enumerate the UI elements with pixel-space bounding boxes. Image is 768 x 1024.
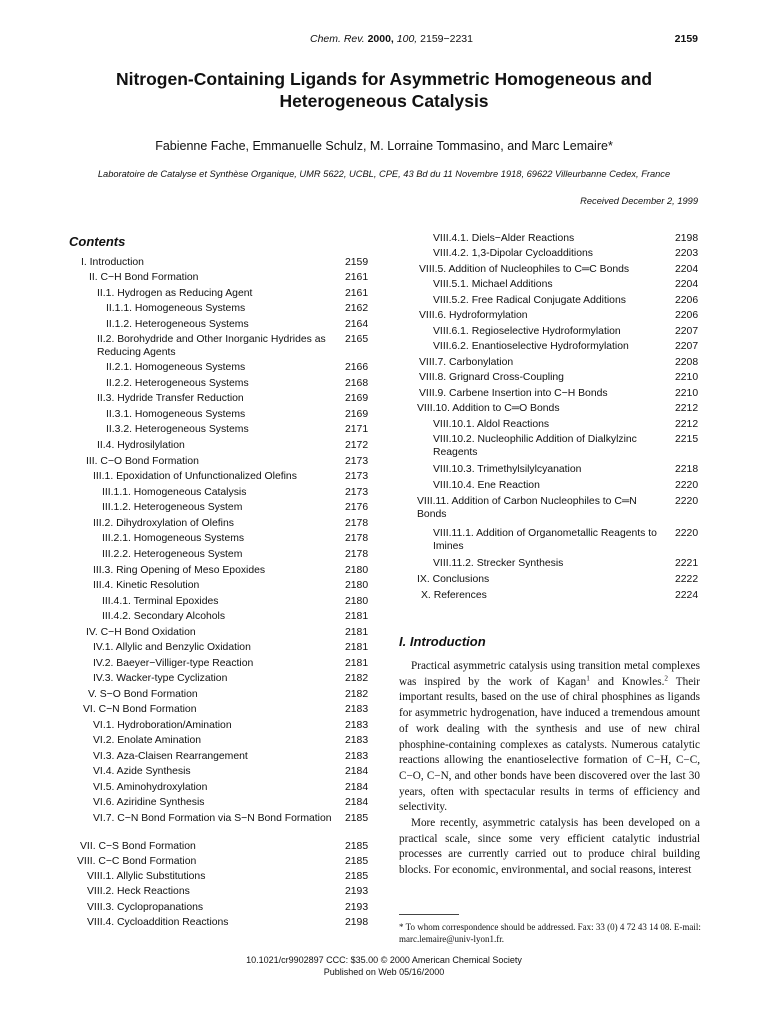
toc-entry-title: VI.6. Aziridine Synthesis (93, 797, 205, 808)
toc-entry-title: IV.1. Allylic and Benzylic Oxidation (93, 642, 251, 653)
toc-entry-page: 2182 (345, 689, 369, 700)
toc-entry-page: 2198 (345, 917, 369, 928)
toc-entry-title: III.3. Ring Opening of Meso Epoxides (93, 565, 266, 576)
doi-copyright: 10.1021/cr9902897 CCC: $35.00 © 2000 American Chemical Society (246, 955, 522, 965)
toc-entry-page: 2212 (675, 403, 699, 414)
toc-entry-title: VIII.4. Cycloaddition Reactions (87, 917, 229, 928)
toc-entry-title: II. C−H Bond Formation (89, 272, 199, 283)
toc-entry-page: 2183 (345, 720, 369, 731)
toc-entry-title: VIII.8. Grignard Cross-Coupling (419, 372, 564, 383)
paragraph-1-part-c: Their important results, based on the use of chiral phosphines as ligands for asymmetric hydrogenation, have induced a tremendous amount of work dealing with the synthesis and use of new chiral phosphine-containing complexes as catalysts. Numerous catalytic reactions allowing the enantioselective formation of C−H, C−C, C−O, C−N, and other bonds have been discovered over the last 30 years, often with spectacular results in terms of efficiency and selectivity. (399, 675, 700, 814)
toc-entry-title: II.3.1. Homogeneous Systems (106, 409, 246, 420)
toc-entry-title: VIII.6.1. Regioselective Hydroformylation (433, 326, 621, 337)
toc-entry-page: 2172 (345, 440, 369, 451)
toc-entry-title: III.4. Kinetic Resolution (93, 580, 200, 591)
toc-entry-page: 2181 (345, 627, 369, 638)
toc-entry-title: VIII.10. Addition to C═O Bonds (417, 403, 560, 414)
toc-entry-page: 2185 (345, 856, 369, 867)
toc-entry-page: 2166 (345, 362, 369, 373)
toc-entry-page: 2184 (345, 797, 369, 808)
toc-entry-page: 2210 (675, 388, 699, 399)
toc-entry-page: 2198 (675, 233, 699, 244)
toc-entry-page: 2173 (345, 471, 369, 482)
toc-entry-page: 2173 (345, 487, 369, 498)
toc-entry-title: III.4.1. Terminal Epoxides (102, 596, 219, 607)
toc-entry-title: III.1.2. Heterogeneous System (102, 502, 243, 513)
toc-entry-page: 2181 (345, 658, 369, 669)
paragraph-1 (399, 659, 700, 816)
toc-entry-page: 2159 (345, 257, 369, 268)
toc-entry-page: 2207 (675, 341, 699, 352)
toc-entry-page: 2180 (345, 580, 369, 591)
toc-entry-title: VIII.7. Carbonylation (419, 357, 514, 368)
page-number: 2159 (674, 33, 698, 45)
toc-entry-page: 2204 (675, 264, 699, 275)
toc-entry-title: VIII.2. Heck Reactions (87, 886, 190, 897)
toc-entry-title: VIII.5.1. Michael Additions (433, 279, 553, 290)
toc-entry-title: VIII.4.1. Diels−Alder Reactions (433, 233, 575, 244)
toc-entry-page: 2178 (345, 518, 369, 529)
toc-entry-title: VI.7. C−N Bond Formation via S−N Bond Formation (93, 813, 332, 824)
toc-entry-title: VIII.5. Addition of Nucleophiles to C═C Bonds (419, 264, 630, 275)
section-heading: I. Introduction (399, 634, 486, 649)
toc-entry-page: 2180 (345, 596, 369, 607)
toc-entry-title: VIII.10.3. Trimethylsilylcyanation (433, 464, 582, 475)
toc-entry-title: V. S−O Bond Formation (88, 689, 198, 700)
toc-entry-title: VI.1. Hydroboration/Amination (93, 720, 232, 731)
toc-entry-page: 2220 (675, 496, 699, 507)
paragraph-1-part-a: Practical asymmetric catalysis using transition metal complexes was inspired by the work of Kagan (399, 660, 700, 688)
toc-entry-title: III.4.2. Secondary Alcohols (102, 611, 226, 622)
toc-entry-page: 2207 (675, 326, 699, 337)
toc-entry-title: III.2. Dihydroxylation of Olefins (93, 518, 234, 529)
toc-entry-title: IV. C−H Bond Oxidation (86, 627, 196, 638)
toc-entry-title: II.3.2. Heterogeneous Systems (106, 424, 249, 435)
introduction-text (399, 659, 700, 879)
toc-entry-title: III.1. Epoxidation of Unfunctionalized Olefins (93, 471, 297, 482)
toc-entry-page: 2204 (675, 279, 699, 290)
toc-entry-page: 2184 (345, 782, 369, 793)
toc-entry-page: 2184 (345, 766, 369, 777)
article-title (80, 68, 688, 112)
toc-entry-title: VIII.11.2. Strecker Synthesis (433, 558, 564, 569)
toc-entry-title: VIII.3. Cyclopropanations (87, 902, 204, 913)
toc-entry-page: 2206 (675, 310, 699, 321)
toc-entry-page: 2185 (345, 841, 369, 852)
toc-entry-title: II.2.2. Heterogeneous Systems (106, 378, 249, 389)
correspondence-footnote: * To whom correspondence should be addressed. Fax: 33 (0) 4 72 43 14 08. E-mail: marc.lemaire@univ-lyon1.fr. (399, 922, 701, 944)
running-head (0, 33, 768, 49)
journal-name: Chem. Rev. (310, 33, 365, 45)
toc-entry-page: 2178 (345, 533, 369, 544)
toc-entry-page: 2183 (345, 704, 369, 715)
toc-entry-title: VIII.5.2. Free Radical Conjugate Additions (433, 295, 626, 306)
toc-entry-page: 2173 (345, 456, 369, 467)
toc-entry-title: III.1.1. Homogeneous Catalysis (102, 487, 247, 498)
toc-entry-title: IV.2. Baeyer−Villiger-type Reaction (93, 658, 254, 669)
toc-entry-title: IV.3. Wacker-type Cyclization (93, 673, 228, 684)
journal-volume: 100, (396, 33, 418, 45)
toc-entry-page: 2193 (345, 902, 369, 913)
journal-year: 2000, (367, 33, 394, 45)
toc-entry-title: VIII.10.1. Aldol Reactions (433, 419, 550, 430)
toc-entry-title: VI.3. Aza-Claisen Rearrangement (93, 751, 248, 762)
toc-entry-page: 2168 (345, 378, 369, 389)
toc-entry-page: 2169 (345, 409, 369, 420)
toc-entry-page: 2185 (345, 813, 369, 824)
toc-entry-title: II.1. Hydrogen as Reducing Agent (97, 288, 253, 299)
toc-entry-title: II.1.1. Homogeneous Systems (106, 303, 246, 314)
toc-entry-page: 2171 (345, 424, 369, 435)
page-footer (0, 955, 768, 978)
toc-entry-title: VIII.10.2. Nucleophilic Addition of Dialkylzinc Reagents (433, 434, 637, 458)
toc-entry-page: 2162 (345, 303, 369, 314)
affiliation: Laboratoire de Catalyse et Synthèse Organique, UMR 5622, UCBL, CPE, 43 Bd du 11 Novembre 1918, 69622 Villeurbanne Cedex, France (97, 169, 671, 179)
journal-citation (310, 33, 473, 45)
toc-entry-page: 2203 (675, 248, 699, 259)
paragraph-1-part-b: and Knowles. (589, 675, 665, 688)
journal-pages: 2159−2231 (420, 33, 473, 45)
received-date: Received December 2, 1999 (580, 196, 698, 206)
toc-entry-title: IX. Conclusions (417, 574, 490, 585)
toc-entry-page: 2220 (675, 480, 699, 491)
toc-entry-title: III. C−O Bond Formation (86, 456, 199, 467)
toc-entry-title: VIII.4.2. 1,3-Dipolar Cycloadditions (433, 248, 593, 259)
toc-entry-page: 2210 (675, 372, 699, 383)
toc-entry-title: VIII.11. Addition of Carbon Nucleophiles to C═N Bonds (417, 496, 637, 520)
toc-entry-page: 2215 (675, 434, 699, 445)
title-line-2: Heterogeneous Catalysis (279, 91, 489, 111)
toc-entry-page: 2206 (675, 295, 699, 306)
toc-entry-page: 2183 (345, 751, 369, 762)
toc-entry-title: VI.2. Enolate Amination (93, 735, 202, 746)
toc-entry-title: II.2. Borohydride and Other Inorganic Hydrides as Reducing Agents (97, 334, 326, 358)
toc-entry-title: III.2.1. Homogeneous Systems (102, 533, 245, 544)
footnote-rule (399, 914, 459, 915)
toc-entry-page: 2193 (345, 886, 369, 897)
toc-entry-title: VI.4. Azide Synthesis (93, 766, 191, 777)
toc-entry-page: 2165 (345, 334, 369, 345)
toc-entry-title: X. References (421, 590, 487, 601)
toc-entry-page: 2161 (345, 288, 369, 299)
toc-entry-title: II.4. Hydrosilylation (97, 440, 185, 451)
toc-entry-title: VIII.6. Hydroformylation (419, 310, 528, 321)
toc-entry-title: VIII.11.1. Addition of Organometallic Reagents to Imines (433, 528, 657, 552)
toc-entry-page: 2180 (345, 565, 369, 576)
toc-entry-title: II.2.1. Homogeneous Systems (106, 362, 246, 373)
toc-entry-page: 2208 (675, 357, 699, 368)
toc-entry-page: 2220 (675, 528, 699, 539)
toc-entry-page: 2212 (675, 419, 699, 430)
toc-entry-page: 2224 (675, 590, 699, 601)
toc-entry-title: II.1.2. Heterogeneous Systems (106, 319, 249, 330)
publication-date: Published on Web 05/16/2000 (323, 966, 445, 977)
toc-entry-title: VI. C−N Bond Formation (83, 704, 197, 715)
toc-entry-page: 2161 (345, 272, 369, 283)
toc-entry-title: VIII. C−C Bond Formation (77, 856, 197, 867)
toc-entry-page: 2169 (345, 393, 369, 404)
contents-heading: Contents (69, 234, 126, 249)
title-line-1: Nitrogen-Containing Ligands for Asymmetric Homogeneous and (115, 69, 653, 89)
toc-entry-title: III.2.2. Heterogeneous System (102, 549, 243, 560)
toc-entry-title: VIII.9. Carbene Insertion into C−H Bonds (419, 388, 608, 399)
toc-entry-title: I. Introduction (81, 257, 144, 268)
toc-entry-page: 2176 (345, 502, 369, 513)
paragraph-2: More recently, asymmetric catalysis has been developed on a practical scale, since some very efficient catalytic industrial processes are currently carried out to produce chiral building blocks. For economic, environmental, and social reasons, interest (399, 817, 700, 877)
toc-entry-page: 2181 (345, 642, 369, 653)
toc-entry-page: 2183 (345, 735, 369, 746)
toc-entry-page: 2185 (345, 871, 369, 882)
toc-entry-page: 2222 (675, 574, 699, 585)
toc-entry-title: VIII.1. Allylic Substitutions (87, 871, 206, 882)
author-list: Fabienne Fache, Emmanuelle Schulz, M. Lorraine Tommasino, and Marc Lemaire* (155, 139, 613, 153)
toc-entry-title: VII. C−S Bond Formation (80, 841, 196, 852)
toc-entry-title: VIII.10.4. Ene Reaction (433, 480, 540, 491)
toc-entry-page: 2221 (675, 558, 699, 569)
toc-entry-page: 2181 (345, 611, 369, 622)
toc-entry-title: II.3. Hydride Transfer Reduction (97, 393, 244, 404)
reference-1[interactable]: 1 (586, 673, 590, 682)
toc-entry-page: 2164 (345, 319, 369, 330)
toc-entry-page: 2182 (345, 673, 369, 684)
toc-entry-title: VI.5. Aminohydroxylation (93, 782, 208, 793)
toc-entry-page: 2178 (345, 549, 369, 560)
reference-2[interactable]: 2 (664, 673, 669, 682)
toc-entry-page: 2218 (675, 464, 699, 475)
toc-entry-title: VIII.6.2. Enantioselective Hydroformylation (433, 341, 629, 352)
